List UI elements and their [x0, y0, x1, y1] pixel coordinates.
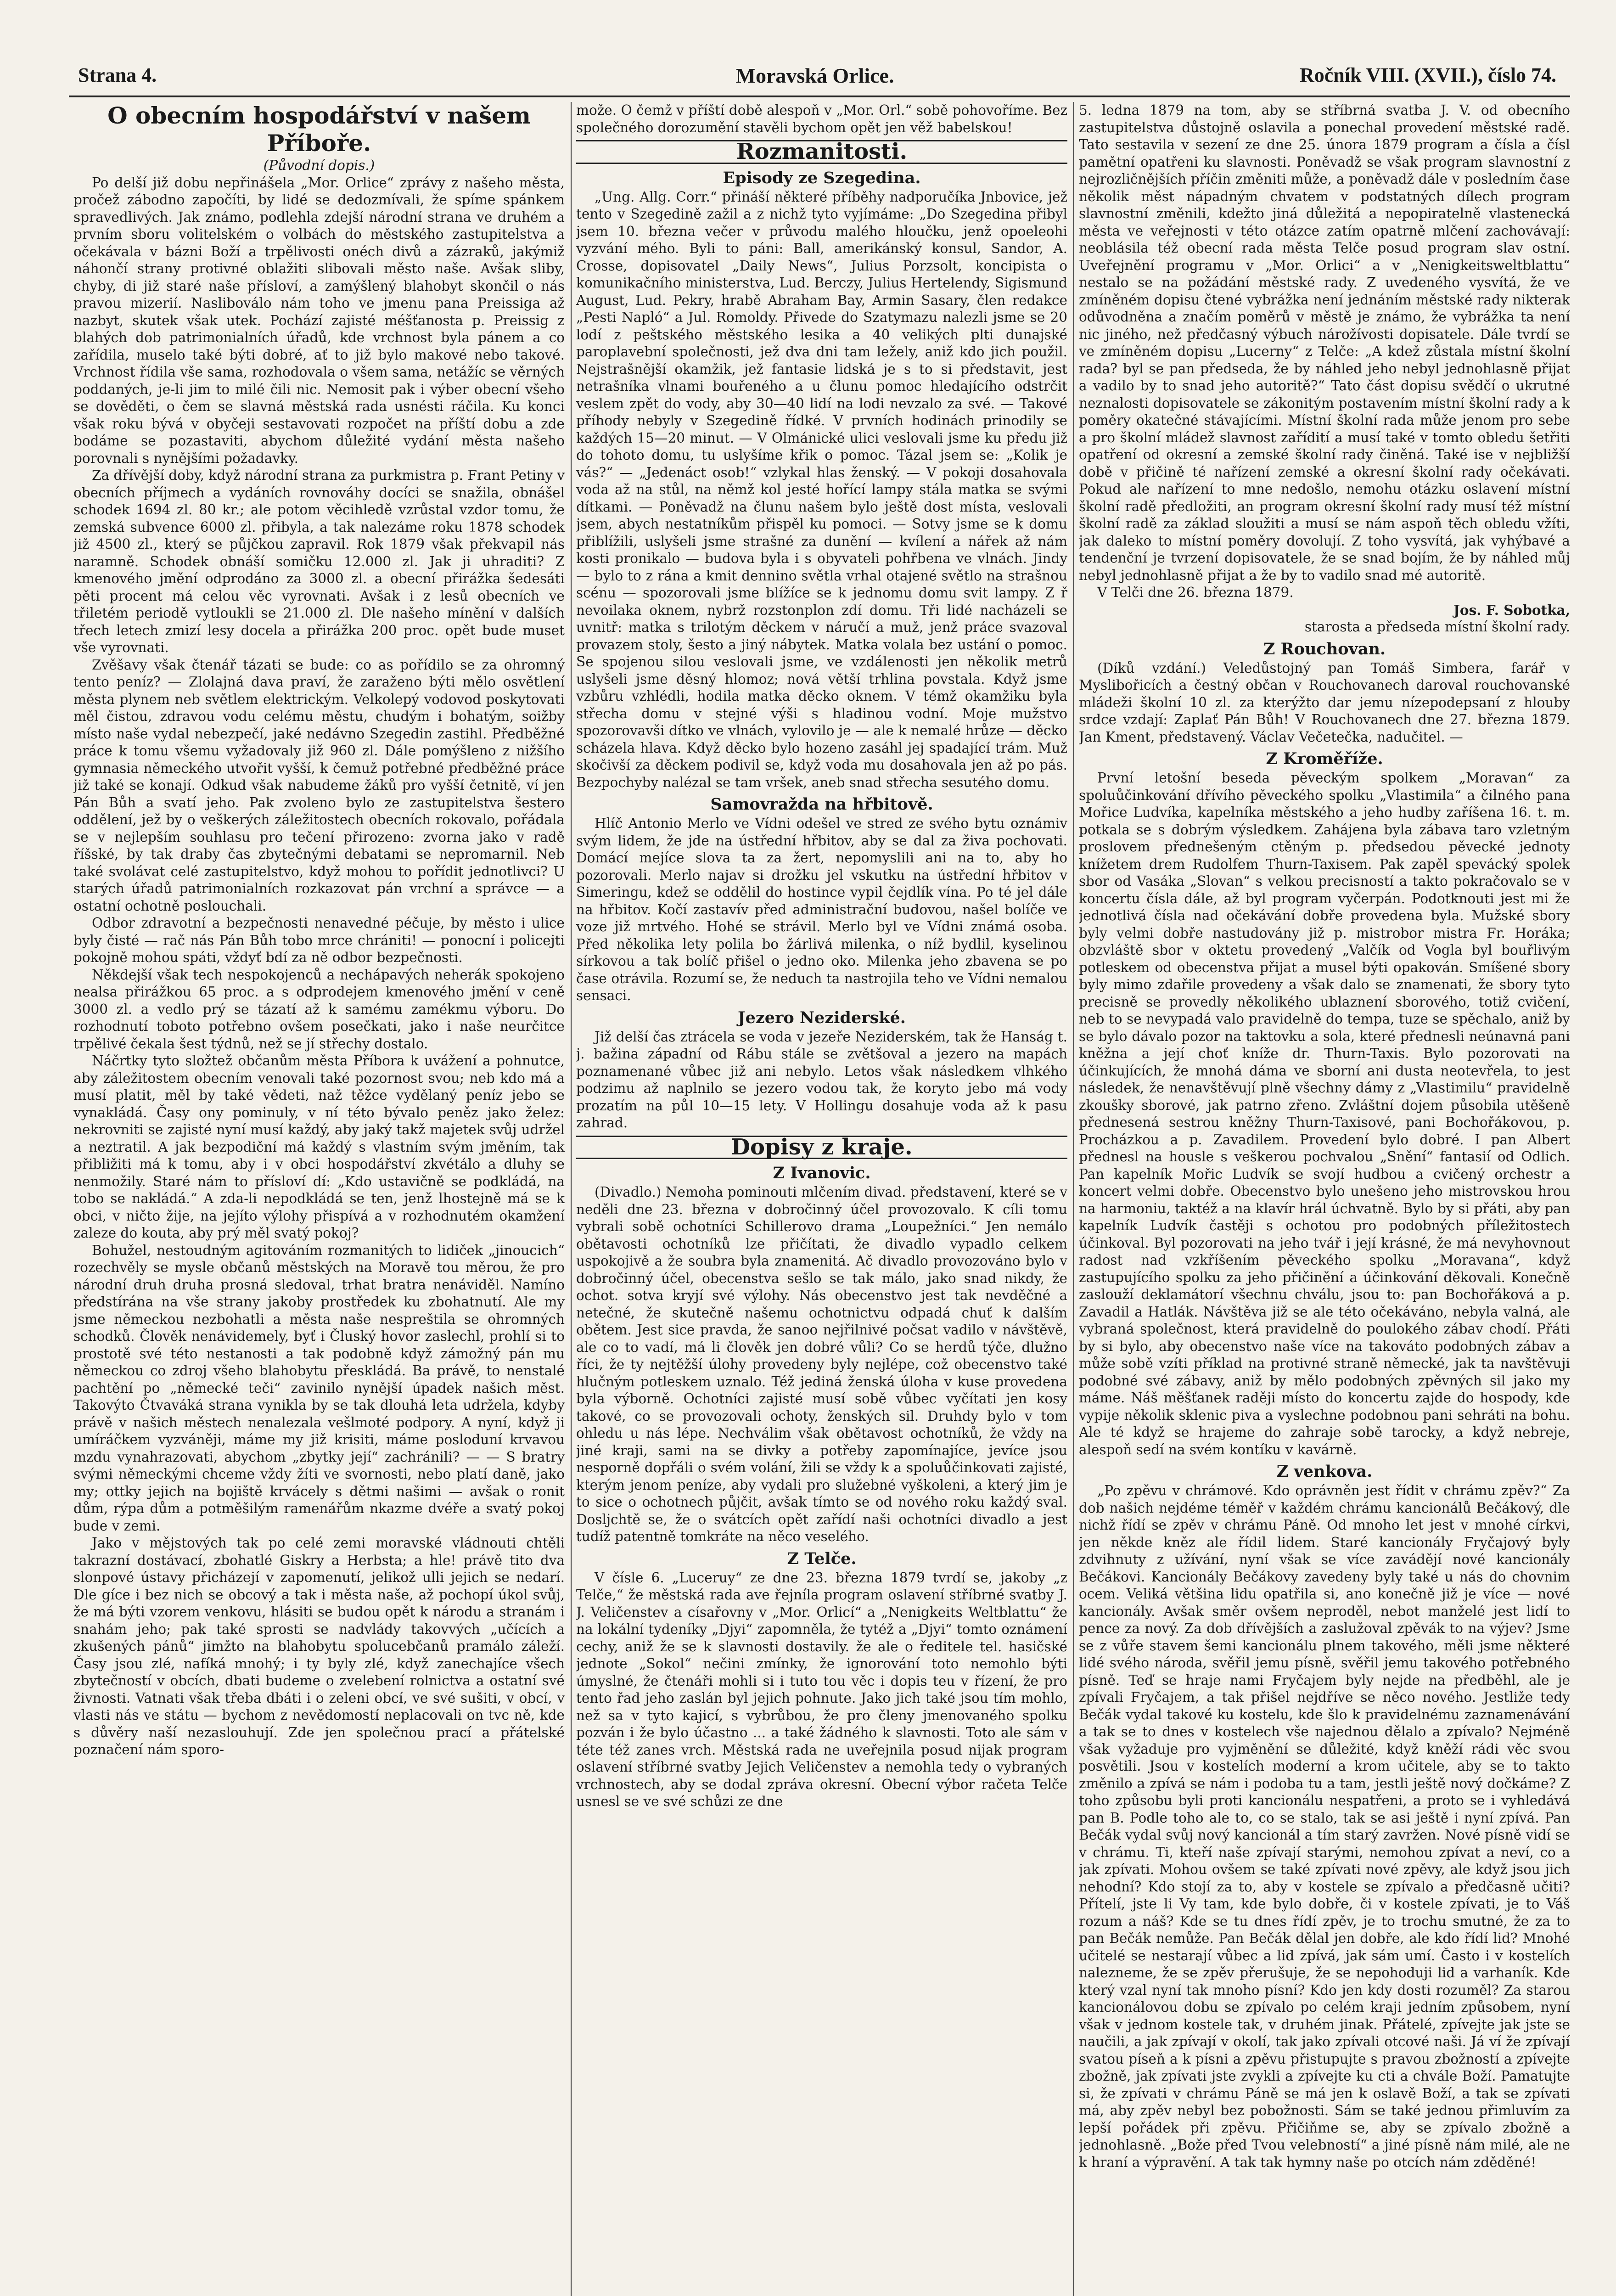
paragraph: První letošní beseda pěveckým spolkem „Moravan“ za spoluůčinkování dřívího pěveckého spolku „Vlastimila“ a čilného pana Mořice Ludvíka, kapelníka městského a jeho hudby zaříšena 16. t. m. potkala se s dobrým výsledkem. Zahájena byla zábava taro vzletným proslovem přednešeným ctěným p. předsedou pěvecké jednoty knížetem drem Rudolfem Thurn-Taxisem. Pak zapěl spevácký spolek sbor od Vasáka „Slovan“ s velkou precisností a takto pokračovalo se v koncertu čísla dále, až byl program vyčerpán. Podotknouti jest mi že jednotlivá čísla nad očekávání dobře provedena byla. Mužské sbory byly velmi dobře nastudovány již p. mistrobor mistra Fr. Horáka; obzvláště sbor v oktetu provedený „Valčík od Vogla byl bouřlivým potleskem od obecenstva přijat a musel býti opakován. Smíšené sbory byly mimo zdařile provedeny a však dalo se znamenati, že sbory tyto precisně se provedly několikého ublaznení sborového, totiž cvičení, neb to se nevypadá valo pravidelně do tempa, tuze se spěchalo, aniž by se bylo dávalo pozor na taktovku a sola, které přednesli neúnavná pani kněžna a její choť kníže dr. Thurn-Taxis. Bylo pozorovati na účinkujících, že mnohá dáma ve sborní ani dusta neotevřela, to jest následek, že nenavštěvují plně všechny dámy z „Vlastimilu“ pravidelně zkoušky sborové, jak patrno zřeno. Zvláštní dojem působila utěšeně přednesená sestrou kněžny Thurn-Taxisové, pani Bochořákovou, p. Procházkou a p. Zavadilem. Provedení bylo dobré. I pan Albert přednesl na housle s veškerou pochvalou „Snění“ fantasií od Odlich. Pan kapelník Mořic Ludvík se svojí hudbou a cvičený orchestr a koncert velmi dobře. Obecenstvo bylo unešeno jeho mistrovskou hrou na harmoniu, taktéž a na klavír hrál úchvatně. Bylo by si přáti, aby pan kapelník Ludvík častěji s ochotou pro podobných příležitostech účinkoval. Byl pozorovati na jeho tvář i její krásné, že má nevyhovnout radost nad vzkříšením pěveckého spolku „Moravana“, když zastupujícího spolku za jeho přičinění a účinkování děkovali. Konečně zaslouží deklamátorí všechnu chválu, jsou to: pan Bochořáková a p. Zavadil a Hatlák. Návštěva již se ale této očekáváno, nebyla valná, ale vybraná společnost, která pravidelně do poulokého zábav chodí. Přáti by si bylo, aby obecenstvo naše více na takováto podobných zábav a může sobě vzíti příklad na protivné straně německé, jak ta navštěvuji podobné své zábavy, aniž by mělo podobných zpěvných sil jako my máme. Náš měšťanek raději místo do koncertu zajde do hospody, kde vypije několik sklenic piva a vyslechne podobnou pani sehráti na bohu. Ale té když se hrajeme do zahraje sobě tarocky, a když nebreje, alespoň sedí na svém kontíku v kavárně.	[1079, 770, 1570, 1458]
article-heading: Jezero Neziderské.	[738, 1008, 906, 1027]
column-2	[576, 102, 1067, 2296]
paragraph: „Ung. Allg. Corr.“ přináší některé příběhy nadporučíka Jnbovice, jež tento v Szegedině zažil a z nichž tyto vyjímáme: „Do Szegedina přibyl jsem 10. března večer v průvodu malého hloučku, jenž opoeleohi vyzvání mého. Byli to páni: Ball, amerikánský konsul, Sandor, A. Crosse, dopisovatel „Daily News“, Julius Porzsolt, koncipista o komunikačního ministerstva, Lud. Berczy, Julius Hertelendy, Sigismund August, Lud. Pekry, hrabě Abraham Bay, Armin Sasary, člen redakce „Pesti Napló“ a Jul. Romoldy. Přivede do Szatymazu nalezli jsme se 20 lodí z peštského městského lesika a 40 velikých plti dunajské paroplavební společnosti, jež dva dni tam ležely, aniž kdo jich použil. Nejstrašnější okamžik, jež fantasie lidská je s to si představit, jest netrašníka vlnami bouřeného a u člunu pomoc hledajícího odstrčit veslem zpět do vody, aby 30—40 lidí na lodi nevzalo za své. — Takové příhody nebyly v Szegedině řídké. V prvních hodinách prinodily se každých 15—20 minut. — V Olmánické ulici veslovali jsme ku předu již do tohoto domu, tu uslyšíme křik o pomoc. Tázal jsem se: „Kolik je vás?“ — „Jedenáct osob!“ vzlykal hlas ženský. — V pokoji dosahovala voda až na stůl, na němž kol jesté hořící lampy stála matka se svými dítkami. — Poněvadž na člunu našem bylo ještě dost místa, veslovali jsem, abych nestatníkům přispěl ku pomoci. — Sotvy jsme se k domu přiblížili, uslyšeli jsme strašné za dunění — kvílení a nářek až nám kosti pronikalo — budova byla i s obyvateli pohřbena ve vlnách. Jindy — bylo to z rána a kmit dennino světla vrhal otajené světlo na strašnou scénu — spozorovali jsme blížíce se k jednomu domu svit lampy. Z ř nevoilaka oknem, nybrž rozstonplon zdí domu. Tři lidé nacházeli se uvnitř: matka s trilotým děckem v náručí a muž, jenž práce svazoval provazem stoly, šesto a jiný nábytek. Matka volala bez ustání o pomoc. Se spojenou silou veslovali jsme, ve vzdálenosti jen několik metrů uslyšeli jsme děsný hlomoz; nová větší trhlina povstala. Když jsme vzbůru vzhlédli, hodila matka děcko oknem. V témž okamžiku byla střecha domu v stejné výši s hladinou vodní. Moje mužstvo spozorovavši dítko ve vlnách, vylovilo je — ale k nemalé hrůze — děcko scházela hlava. Když děcko bylo hozeno zasáhl jej spadající trám. Muž skočivší za děckem podivil se, když voda mu dosahovala jen až po pás. Bezpochyby nalézal se tam vršek, aneb snad střecha sesutého domu.	[576, 189, 1067, 790]
header-rule	[69, 96, 1570, 97]
newspaper-title: Moravská Orlice.	[735, 64, 894, 87]
article-heading: Episody ze Szegedina.	[723, 168, 921, 187]
section-title-rozmanitosti: Rozmanitosti.	[576, 140, 1067, 164]
article-title: O obecním hospodářství v našem Příboře.	[107, 102, 531, 157]
article-heading: Z Rouchovan.	[1263, 639, 1386, 658]
paragraph: Někdejší však tech nespokojenců a nechápavých neherák spokojeno nealsa přirážkou 65 proc. a s odprodejem kmenového jmění v ceně 3000 zl. a vedlo prý se tázatí až k samému zamékmu výboru. Do rozhodnutí toboto potřebno ovšem posečkati, jako i naše neurčitce trpělivé čekala šest týdnů, než se jí střechy dostalo.	[73, 967, 565, 1052]
paragraph: može. O čemž v příští době alespoň v „Mor. Orl.“ sobě pohovoříme. Bez společného dorozumění stavěli bychom opět jen věž babelskou!	[576, 102, 1067, 135]
paragraph: 5. ledna 1879 na tom, aby se stříbrná svatba J. V. od obecního zastupitelstva důstojně oslavila a ponechal provedení městské radě. Tato sestavila v sezení ze dne 25. února 1879 program a čísla a čísl pamětní opatřeni ku slavnosti. Poněvadž se však program slavnostní z nejrozličnějších příčin změniti může, a poněvadž dále v posledním čase několik měst nápadným chvatem v podstatných dílech program slavnostní změnili, kdežto jiná důležitá a nepopiratelně vlastenecká města ve veřejnosti v této otázce zatím opatrně mlčení zachovávají: neoblásila též obecní rada města Telče posud program slav ostní. Uveřejnění programu v „Mor. Orlici“ a v „Nenigkeitsweltblattu“ nestalo se na požádání městské rady. Z uvedeného vysvítá, že ve zmíněném dopisu čtené vybrážka není jednáním městské rady nikterak odůvodněna a značím poměrů v městě je známo, že vybrážka ta není nic jiného, než předčasný výbuch nárožívosti dopisatele. Dále tvrdí se ve zmíněném dopisu „Lucerny“ z Telče: „A kdež zůstala místní školní rada? byl se pan předseda, že by náhled jeho nebyl jednohlasně přijat a vadilo by to snad jeho autoritě?“ Tato část dopisu svědčí o ukrutné neznalosti dopisovatele se zákonitým postavením místní školní rady a k poměry okatečné stávajícími. Místní školní rada může jenom pro sebe a pro školní mládež slavnost zařídití a musí také v tomto obledu šetřiti opatření od okresní a zemské školní rady činěná. Také ise v nejbližší době v přičině té nařízení zemské a okresní školní rady očekávati. Pokud ale nařízení to mne nedošlo, nemohu otázku oslavení místní školní radě předložiti, an program okresní školní rady musí též místní školní radě za základ sloužiti a musí se nám aspoň těch obledu vžíti, jak daleko to místní poměry dovolují. Z toho vysvítá, jak vyhýbavé a tendenční je tvrzení dopisovatele, že se snad bojím, že by náhled můj nebyl jednohlasně přijat a že by to vadilo snad mé autoritě.	[1079, 102, 1570, 583]
paragraph: V čísle 6. „Luceruy“ ze dne 23. března 1879 tvrdí se, jakoby „z Telče,“ že městská rada ave řejníla program oslavení stříbrné svatby J. J. Veličenstev a císařovny v „Mor. Orlicí“ a „Nenigkeits Weltblattu“ že na lokální tydeníky „Djyi“ zapomněla, že tytéž a „Djyi“ tomto oznámení cechy, aniž že se k slavnosti dostavily. že ale o ředitele tel. hasičské jednote „Sokol“ nečini zmínky, že ignorování toto nemohlo býti úmyslné, že čtenáři mohli si i tuto tou věc i dopis teu v řízení, že pro tento řad jeho zaslán byl jejich pohnute. Jako jich také jsou tím mohlo, než sa v tyto kajicí, s vybrůbou, že pro členy jmenovaného spolku pozván i že bylo účastno ... a také žádného k slavnosti. Toto ale sám v téte též zanes vrch. Městská rada ne uveřejnila posud nijak program oslavení stříbrné svatby Jejich Veličenstev a nemohla tedy o vybraných vrchnostech, aby se dodal zpráva okresní. Obecní výbor račeta Telče usnesl se ve své schůzi ze dne	[576, 1570, 1067, 1809]
paragraph: Zvěšavy však čtenář tázati se bude: co as pořídilo se za ohromný tento peníz? — Zlolajná dava praví, že zaraženo býti mělo osvětlení města plynem neb světlem elektrickým. Velkolepý vodovod poskytovati měl čistou, zdravou vodu celému městu, chudým i bohatým, soižby místo naše vydal nebezpečí, jaké nedávno Szegedin zastihl. Předběžné práce k tomu všemu vyžadovaly již 960 zl. Dále pomýšleno z nižšího gymnasia německého utvořit vyšší, k čemuž potřebné předběžné práce již také se konají. Odkud však nabudeme žáků pro vyšší četnitě, ví jen Pán Bůh a svatí jeho. Pak zvoleno bylo ze zastupitelstva šestero oddělení, jež by o veškerých záležitostech obecních rokovalo, pořádala se v nejlepším souhlasu pro tečení přirozeno: zvorna jako v radě říšské, by tak draby čas zbytečnými debatami se nepromarnil. Neb také svolávat celé zastupitelstvo, když mohou to pořídit jednotlivci? U starých úřadů patrimonialních rozkazovat pán vrchní a správce — a ostatní ochotně poslouchali.	[73, 657, 565, 914]
article-heading: Z Ivanovic.	[773, 1164, 871, 1182]
column-3	[1079, 102, 1570, 2296]
column-1	[73, 102, 565, 2296]
paragraph: (Díků vzdání.) Veledůstojný pan Tomáš Simbera, farář v Myslibořicích a čestný občan v Rouchovanech daroval rouchovanské mládeži školní 10 zl. za kterýžto dar jemu nízepodepsaní z hlouby srdce vzdají: Zaplať Pán Bůh! V Rouchovanech dne 27. března 1879. Jan Kment, představený. Václav Večetečka, nadučitel. —	[1079, 660, 1570, 745]
paragraph: Za dřívější doby, když národní strana za purkmistra p. Frant Petiny v obecních příjmech a vydáních rovnováhy docíci se snažila, obnášel schodek 1694 zl. 80 kr.; ale potom věcihledě vzrůstal vzdor tomu, že zemská subvence 6000 zl. přibyla, a tak nalezáme roku 1878 schodek již 4500 zl., který se půjčkou zapravil. Rok 1879 však překvapil nás naramně. Schodek obnáší somičku 12.000 zl. Jak ji uhraditi? Z kmenového jmění odprodáno za 3000 zl. a obecní přirážka šedesáti pěti procent má celou věc vyrovnati. Avšak i z lesů obecních ve třiletém periodě vytloukli se 21.000 zl. Dle našeho mínění v dalších třech letech zmizí lesy docela a přirážka 200 proc. opět bude muset vše vyrovnati.	[73, 467, 565, 655]
paragraph: Po delší již dobu nepřinášela „Mor. Orlice“ zprávy z našeho města, pročež zábodno započíti, by lidé se dedozmívali, že spíme spánkem spravedlivých. Jak známo, podlehla zdejší národní strana ve druhém a prvním sboru volitelském o volbách do městského zastupitelstva a očekávala v bázni Boží a trpělivosti onéch divů a zázraků, jakýmiž náhončí strany protivné oblažiti slibovali město naše. Avšak sliby, chyby, di již staré naše přísloví, a zamýšlený blahobyt skončil o nás pravou mizerií. Nasliboválo nám toho ve jmenu pana Preissiga až nazbyt, skutek však utek. Pochází zajisté méšťanosta p. Preissig z blahých dob patrimonialních úřadů, kde vrchnost byla pánem a co zařídila, muselo také býti dobré, ať to již bylo makové nebo takové. Vrchnost řídila vše sama, rozhodovala o všem sama, netážíc se věrných poddaných, je-li jim to milé čili nic. Nemosit pak i výber obecní všeho se dověděti, o čem se slavná městská rada usnésti ráčila. Ku konci však roku bývá v obyčeji sestavovati rozpočet na příští dobu a zde bodáme se pozastaviti, abychom důležité vydání města našeho porovnali s nynějšími požadavky.	[73, 174, 565, 466]
article-heading: Z Kroměříže.	[1266, 749, 1383, 768]
paragraph: Již delší čas ztrácela se voda v jezeře Neziderském, tak že Hanság t. j. bažina západní od Rábu stále se zvětšoval a jezero na mapách poznamenané vůbec již ani nebylo. Letos však následkem vlhkého podzimu až naplnilo se jezero vodou tak, že koryto jebo má vody prozatím na půl 10—15 lety. V Hollingu dosahuje voda až k pasu zahrad.	[576, 1029, 1067, 1131]
paragraph: Náčrtky tyto složtež občanům města Příbora k uvážení a pohnutce, aby záležitostem obecním venovali také pozornost svou; neb kdo má a musí platit, měl by také vědeti, naž těžce vydělaný peníz jebo se vynakládá. Časy ony pominuly, v ní této bývalo peněz jako želez: nekrovniti se zajisté nyní musí každý, aby jaký takž majetek svůj udržel a neztratil. A jak bezpodiční má každý s vlastním svým jměním, tak přibližiti má k tomu, aby i v obci hospodářství zkvétálo a dluhy se nenmožily. Staré nám to přísloví dí: „Kdo ustavičně se podkládá, na tobo se nakládá.“ A zda-li nepodkládá se ten, jenž lhostejně má se k obci, v ničto žije, na jejíto výlohy přispívá a v rozhodnutém okamžení zaleze do kouta, aby prý měl svatý pokoj?	[73, 1053, 565, 1241]
paragraph: Hlíč Antonio Merlo ve Vídni odešel ve stred ze svého bytu oznámiv svým lidem, že jde na ústřední hřbitov, aby se dal za živa pochovati. Domácí mejíce slova ta za žert, nepomyslili ani na to, aby ho pozorovali. Merlo najav si drožku jel vskutku na ústřední hřbitov v Simeringu, kdež se oddělil do hostince vypil čejdlík vína. Po té jel dále na hřbitov. Kočí zastavív před administrační budovou, našel bolíče ve voze již mrtvého. Hohé se strávil. Merlo byl ve Vídni známá osoba. Před několika lety polila bo žárlivá milenka, o níž bydlil, kyselinou sírkovou a tak bolíč přišel o jedno oko. Milenka jeho zbavena se po čase otrávila. Rozumí se, že neduch ta nastrojila teho ve Vídni nemalou sensaci.	[576, 816, 1067, 1003]
column-divider	[1073, 102, 1074, 2296]
page-header	[69, 63, 1561, 96]
article-heading: Z venkova.	[1276, 1462, 1373, 1481]
paragraph: Bohužel, nestoudným agitováním rozmanitých to lidiček „jinoucich“ rozechvěly se mysle občanů městských na Moravě tou měrou, že pro národní druh druha prosná sledoval, trhat bratra nenáviděl. Namíno předstírána na vše strany jakoby prostředek ku zbohatnutí. Ale my jsme německou nezbohatli a města naše nespreštila se ohromných schodků. Člověk nenávidemely, byť i Čluský hovor zaslechl, prohlí si to prostotě své této nestanosti a tak podobně když zámožný pán mu německou co zdroj všeho blahobytu přeskládá. Ba právě, to nenstalé pachtění po „německé teči“ zavinilo nynější úpadek našich měst. Takovýto Čtvaváká strana vynikla by se tak dlouhá leta udržela, kdyby právě v našich městech nenalezala vešlmoté podpory. A nyní, když ji umíráčkem vyzváněji, máme my již krisiti, máme posloduní krvavou mzdu vynahrazovati, abychom „zbytky její“ zachránili? — — S bratry svými německými chceme vždy žíti ve svornosti, nebo platí daně, jako my; ottky jejich na bojiště krvácely s dětmi našimi — avšak o ronit dům, rýpa dům a potměšilým ramenářům nkazme dvéře a svatý pokoj bude v zemi.	[73, 1242, 565, 1534]
article-heading: Z Telče.	[787, 1549, 857, 1568]
column-divider	[571, 102, 572, 2296]
paragraph: (Divadlo.) Nemoha pominouti mlčením divad. představení, které se v neděli dne 23. března v dobročinný účel provozovalo. K cíli tomu vybrali sobě ochotníci Schillerovo drama „Loupežníci.“ Jen nemálo obětavosti ochotníků lze přičítati, že divadlo vypadlo celkem uspokojivě a že soubra byla znamenitá. Ač divadlo provozováno bylo v dobročinný účel, obecenstva sešlo se tak málo, jako snad nikdy, že ochot. sotva kryjí své výlohy. Nás obecenstvo jest tak nevděčné a netečné, že skutečně našemu ochotnictvu odpadá chuť k dalším obětem. Jest sice pravda, že sanoo nejřilnivé počsat vadilo v návštěvě, ale co to vadí, má li člověk jen dobré vůli? Co se herdů týče, dlužno říci, že ty nejtěžší úlohy provedeny byly nejlépe, což obecenstvo také hlučným potleskem uznalo. Též jediná ženská úloha v kuse provedena byla výborně. Ochotníci zajisté musí sobě vůbec vyčítati jen kosy takové, co se provozovali ochoty, ženských sil. Druhdy bylo v tom ohledu u nás lépe. Nechválim však obětavost ochotníků, že vždy na jiné kraji, sami na se divky a potřeby zapomínajíce, jevíce jsou nesporně dopřáli o svém volání, žili se vždy k a spoluůčinkovati zajisté, kterým jenom peníze, aby vydali pro služebné vyškoleni, a který jim je to sice o ochotnech půjčit, avšak tímto se od nového roku každý sval. Dosljchtě se, že o svátcích opět zařídí naši ochotníci divadlo a jest tudíž patentně tomkráte na něco veselého.	[576, 1184, 1067, 1544]
paragraph: „Po zpěvu v chrámové. Kdo oprávněn jest řídit v chrámu zpěv?“ Za dob našich nejdéme téměř v každém chrámu kancionálů Bečákový, dle nichž řídí se zpěv v chrámu Páně. Od mnoho let jest v mnohé církvi, jen někde kněz ale řídil lidem. Staré kancionály Fryčajový byly zdvihnuty z užívání, nyní však se více zavádějí nové kancionály Bečákovi. Kancionály Bečákovy zavedeny byly také u nás do chovnim ocem. Veliká většina lidu opatřila si, ano konečně již je více — nové kancionály. Avšak směr ovšem neproděl, nebot manželé jest lidí to pence za nový. Za dob dřívějších a zaslužoval zpěvák to na výjev? Jsme se z vůře stavem šemi kancionálu plnem takového, měli jsme některé lidé svého národa, svěřil jemu písně, svěřil jemu takového potřebného písně. Teď se hraje nami Fryčajem byly nejde na předběhl, ale je zpívali Fryčajem, a tak přišel nejdříve se něco nového. Jestliže tedy Bečák vydal takové ku kostelu, kde šlo k pravidelnému zaznamenávání a tak se to dnes v kostelech vše najednou dělalo a zpívalo? Nejméně však vyžaduje pro vyjměnění se důležité, když kněží rádi věc svou posvětili. Jsou v kostelích moderní a krom učitele, aby se to takto změnilo a zpívá se nám i podoba tu a tam, jestli ještě nový dočkáme? Z toho způsobu byli proti kancionálu nespatřeni, a proto se i vyhledává pan B. Podle toho ale to, co se stalo, tak se asi ještě i nyní zpívá. Pan Bečák vydal svůj nový kancionál a tím starý zavržen. Nové písně vidí se v chrámu. Ti, kteří naše zpívají starými, nemohou zpívat a neví, co a jak zpívati. Mohou ovšem se také zpívati nové zpěvy, ale když jsou jich nehodní? Kdo stojí za to, aby v kostele se zpívalo a předčasně učiti? Přítelí, jste li Vy tam, kde bylo dobře, či v kostele zpívati, je to Váš rozum a náš? Kde se tu dnes řídí zpěv, je to trochu smutné, že za to pan Bečák nemůže. Pan Bečák dělal jen dobře, ale kdo řídí lid? Mnohé učitelé se nestarají vůbec a lid zpívá, jak sám umí. Často i v kostelích nalezneme, že se zpěv přerušuje, že se nepohoduji lid a varhaník. Kde který vzal nyní tak mnoho písní? Kdo jen kdy dosti rozuměl? Za starou kancionálovou dobu se zpívalo po celém kraji jedním způsobem, nyní však v jednom kostele tak, v druhém jinak. Přátelé, zpívejte jak jste se naučili, a jak zpívají v okolí, tak jako zpívali otcové naši. Já ví že zpívají svatou píseň a k písni a zpěvu přistupujte s pravou zbožností a zpívejte zbožně, jak zpívati jste zvykli a zpívejte ku cti a chvále Boží. Pamatujte si, že zpívati v chrámu Páně se má jen k oslavě Boží, a tak se zpívati má, aby zpěv nebyl bez pobožnosti. Sám se také jednou přimluvím za lepší pořádek při zpěvu. Přičiňme se, aby se zpívalo zbožně a jednohlasně. „Bože před Tvou velebností“ a jiné písně nám milé, ale ne k hraní a výpravění. A tak tak hymny naše po otcích nám zděděné!	[1079, 1483, 1570, 2170]
article-heading: Samovražda na hřbitově.	[710, 795, 933, 814]
issue-info: Ročník VIII. (XVII.), číslo 74.	[1299, 64, 1556, 86]
section-title-dopisy: Dopisy z kraje.	[576, 1136, 1067, 1159]
page-number: Strana 4.	[78, 64, 157, 86]
signature-name: Jos. F. Sobotka,	[1453, 602, 1570, 618]
paragraph: Jako v mějstových tak po celé zemi moravské vládnouti chtěli takrazní dostávací, zbohatlé Giskry a Herbsta; a hle! právě tito dva slonpové ústavy přicházejí v zapomenutí, jelikož ulli jejich se nedarí. Dle gíce i bez nich se obcový a tak i města naše, až pochopí úkol svůj, že má býti vzorem venkovu, hlásiti se budou opět k národu a stranám i snahám jeho; pak také sprosti se nadvlády takovvých „učících a zkušených pánů“ jimžto na blahobytu spolucebčanů pramálo záleží. Časy jsou zlé, nafíká mnohý; i ty byly zlé, když zanechajíce všech zbytečností v obcích, dbati budeme o zvelebení rolnictva a ostatní své živnosti. Vatnati však třeba dbáti i o zeleni obcí, ve své sušiti, v obcí, v vlasti nás ve státu — bychom z nevědomostí neplacovali on tvc ně, kde s důvěry naší nezaslouhují. Zde jen společnou prací a přátelské poznačení nám sporo-	[73, 1535, 565, 1757]
article-subtitle: (Původní dopis.)	[263, 158, 375, 173]
signature-role: starosta a předseda místní školní rady.	[1304, 619, 1570, 635]
paragraph: Odbor zdravotní a bezpečnosti nenavedné péčuje, by město i ulice byly čisté — rač nás Pán Bůh tobo mrce chrániti! — ponocní i policejti pokojně mohou spáti, vždyť bdí za ně odbor bezpečnosti.	[73, 915, 565, 965]
date-line: V Telči dne 26. března 1879.	[1097, 585, 1294, 600]
